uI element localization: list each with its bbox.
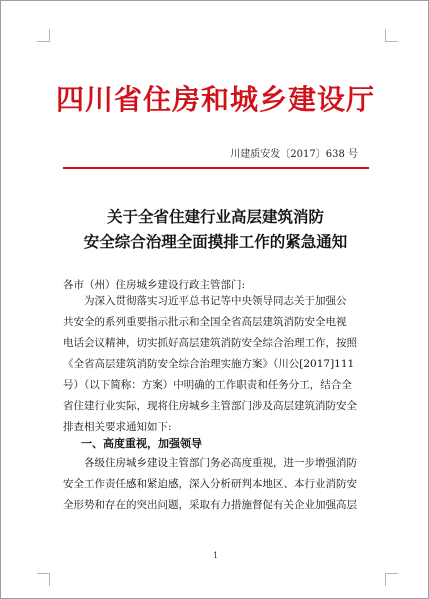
issuing-agency-header: 四川省住房和城乡建设厅 (55, 83, 375, 116)
body-paragraph-2 (63, 453, 371, 516)
body-paragraph-1 (63, 291, 371, 438)
red-divider-line (63, 167, 369, 169)
document-number: 川建质安发〔2017〕638 号 (230, 149, 358, 160)
paragraph-line: 省住建行业实际，现将住房城乡主管部门涉及高层建筑消防安全 (63, 400, 357, 412)
crop-mark-top-left (37, 29, 50, 42)
notice-title-line-2: 安全综合治理全面摸排工作的紧急通知 (83, 232, 348, 251)
paragraph-line: 为深入贯彻落实习近平总书记等中央领导同志关于加强公 (84, 295, 347, 307)
section-heading-1: 一、高度重视，加强领导 (81, 437, 202, 450)
salutation: 各市（州）住房城乡建设行政主管部门: (63, 279, 246, 291)
paragraph-line: 号）（以下简称：方案）中明确的工作职责和任务分工，结合全 (63, 379, 352, 391)
paragraph-line: 全形势和存在的突出问题，采取有力措施督促有关企业加强高层 (63, 499, 357, 511)
paragraph-line: 共安全的系列重要指示批示和全国全省高层建筑消防安全电视 (63, 316, 347, 328)
page-number: 1 (212, 551, 219, 560)
crop-mark-top-right (385, 29, 398, 42)
crop-mark-bottom-right (385, 573, 398, 586)
paragraph-line: 安全工作责任感和紧迫感，深入分析研判本地区、本行业消防安 (63, 478, 357, 490)
notice-title-line-1: 关于全省住建行业高层建筑消防 (106, 207, 324, 226)
paragraph-line: 排查相关要求通知如下: (63, 421, 172, 433)
paragraph-line: 《全省高层建筑消防安全综合治理实施方案》（川公[2017]111 (63, 358, 355, 370)
paragraph-line: 各级住房城乡建设主管部门务必高度重视，进一步增强消防 (84, 457, 357, 469)
paragraph-line: 电话会议精神，切实抓好高层建筑消防安全综合治理工作，按照 (63, 337, 357, 349)
crop-mark-bottom-left (37, 573, 50, 586)
